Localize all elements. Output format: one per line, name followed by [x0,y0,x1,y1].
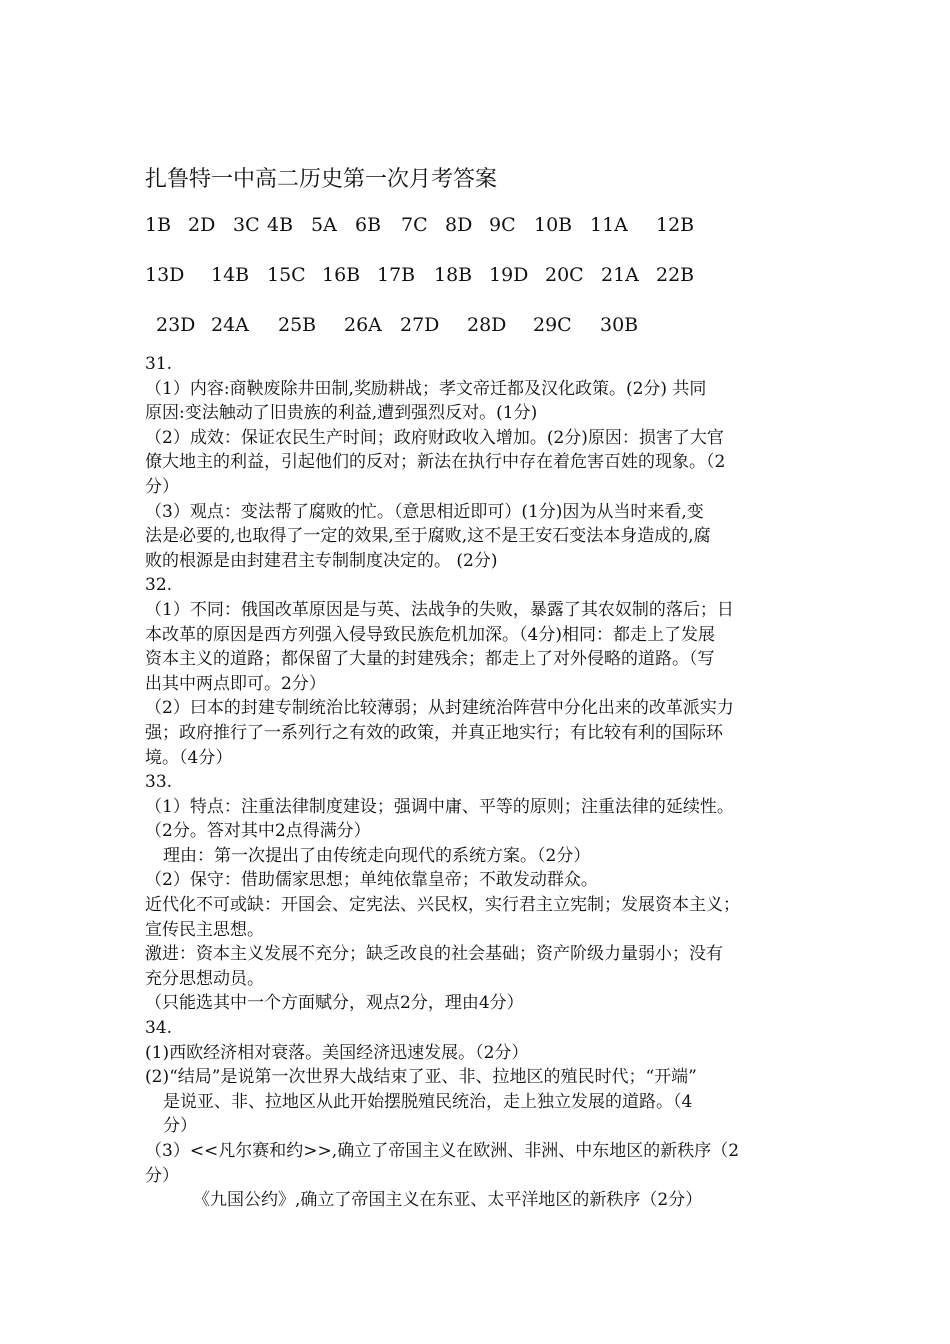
answer-line: 分） [145,1165,179,1186]
answer-line: (1)西欧经济相对衰落。美国经济迅速发展。（2分） [145,1042,529,1063]
mc-answer: 2D [188,214,216,236]
answer-line: （1）特点：注重法律制度建设；强调中庸、平等的原则；注重法律的延续性。 [145,796,734,817]
mc-answer: 13D [145,264,185,286]
mc-answer: 29C [533,314,572,336]
answer-line: 是说亚、非、拉地区从此开始摆脱殖民统治，走上独立发展的道路。（4 [163,1091,693,1112]
answer-line: （1）不同：俄国改革原因是与英、法战争的失败，暴露了其农奴制的落后；日 [145,599,734,620]
mc-answer: 4B [267,214,294,236]
mc-answer: 28D [467,314,507,336]
answer-line: 出其中两点即可。2分） [145,673,326,694]
mc-answer: 25B [278,314,317,336]
mc-answer: 16B [322,264,361,286]
answer-line: (2)“结局”是说第一次世界大战结束了亚、非、拉地区的殖民时代；“开端” [145,1067,697,1088]
mc-answer: 14B [211,264,250,286]
mc-answer: 26A [344,314,382,336]
mc-answer: 9C [489,214,516,236]
mc-answer: 18B [434,264,473,286]
answer-line: 分） [163,1116,197,1137]
answer-line: 境。（4分） [145,747,233,768]
mc-answer: 3C [233,214,260,236]
mc-answer: 6B [355,214,382,236]
mc-answer: 21A [601,264,639,286]
answer-line: 分） [145,476,179,497]
answer-line: （2）曰本的封建专制统治比较薄弱；从封建统治阵营中分化出来的改革派实力 [145,698,734,719]
answer-line: （只能选其中一个方面赋分，观点2分，理由4分） [145,993,524,1014]
answer-line: （3）观点：变法帮了腐败的忙。（意思相近即可）(1分)因为从当时来看,变 [145,501,704,522]
answer-line: 强；政府推行了一系列行之有效的政策，并真正地实行；有比较有利的国际环 [145,722,723,743]
answer-line: 充分思想动员。 [145,968,264,989]
answer-line: （2分。答对其中2点得满分） [145,821,371,842]
mc-answer: 8D [445,214,473,236]
mc-answer: 19D [489,264,529,286]
question-number: 32. [145,575,173,596]
mc-answer: 10B [534,214,573,236]
mc-answer: 5A [311,214,337,236]
page-title: 扎鲁特一中高二历史第一次月考答案 [145,167,498,192]
answer-line: 理由：第一次提出了由传统走向现代的系统方案。（2分） [163,845,591,866]
answer-line: 《九国公约》,确立了帝国主义在东亚、太平洋地区的新秩序（2分） [193,1190,703,1211]
answer-body [145,352,817,1213]
mc-answer: 23D [156,314,196,336]
answer-line: （3）<<凡尔赛和约>>,确立了帝国主义在欧洲、非洲、中东地区的新秩序（2 [145,1141,740,1161]
answer-line: 宣传民主思想。 [145,919,264,940]
answer-line: 僚大地主的利益，引起他们的反对；新法在执行中存在着危害百姓的现象。（2 [145,452,726,473]
question-number: 31. [145,354,173,374]
mc-answer: 12B [656,214,695,236]
mc-answer: 7C [401,214,428,236]
answer-line: 激进：资本主义发展不充分；缺乏改良的社会基础；资产阶级力量弱小；没有 [145,944,723,965]
mc-answer: 15C [267,264,306,286]
answer-line: 近代化不可或缺：开国会、定宪法、兴民权，实行君主立宪制；发展资本主义； [145,895,740,916]
answer-line: 本改革的原因是西方列强入侵导致民族危机加深。（4分)相同：都走上了发展 [145,624,715,645]
mc-answer: 1B [145,214,172,236]
question-number: 34. [145,1018,173,1039]
mc-answer: 11A [590,214,628,236]
mc-answer: 30B [600,314,639,336]
mc-answer: 17B [377,264,416,286]
mc-answer: 22B [656,264,695,286]
mc-answer: 24A [211,314,249,336]
answer-line: （2）保守：借助儒家思想；单纯依靠皇帝；不敢发动群众。 [145,870,598,891]
answer-line: 法是必要的,也取得了一定的效果,至于腐败,这不是王安石变法本身造成的,腐 [145,526,711,547]
answer-line: 资本主义的道路；都保留了大量的封建残余；都走上了对外侵略的道路。（写 [145,649,715,670]
mc-answer: 20C [545,264,584,286]
question-number: 33. [145,772,173,793]
answer-line: 败的根源是由封建君主专制制度决定的。 (2分) [145,550,498,571]
answer-line: 原因:变法触动了旧贵族的利益,遭到强烈反对。(1分) [145,403,538,424]
mc-answer: 27D [400,314,440,336]
answer-line: （2）成效：保证农民生产时间；政府财政收入增加。(2分)原因：损害了大官 [145,427,724,448]
answer-line: （1）内容:商鞅废除井田制,奖励耕战；孝文帝迁都及汉化政策。(2分) 共同 [145,378,707,399]
